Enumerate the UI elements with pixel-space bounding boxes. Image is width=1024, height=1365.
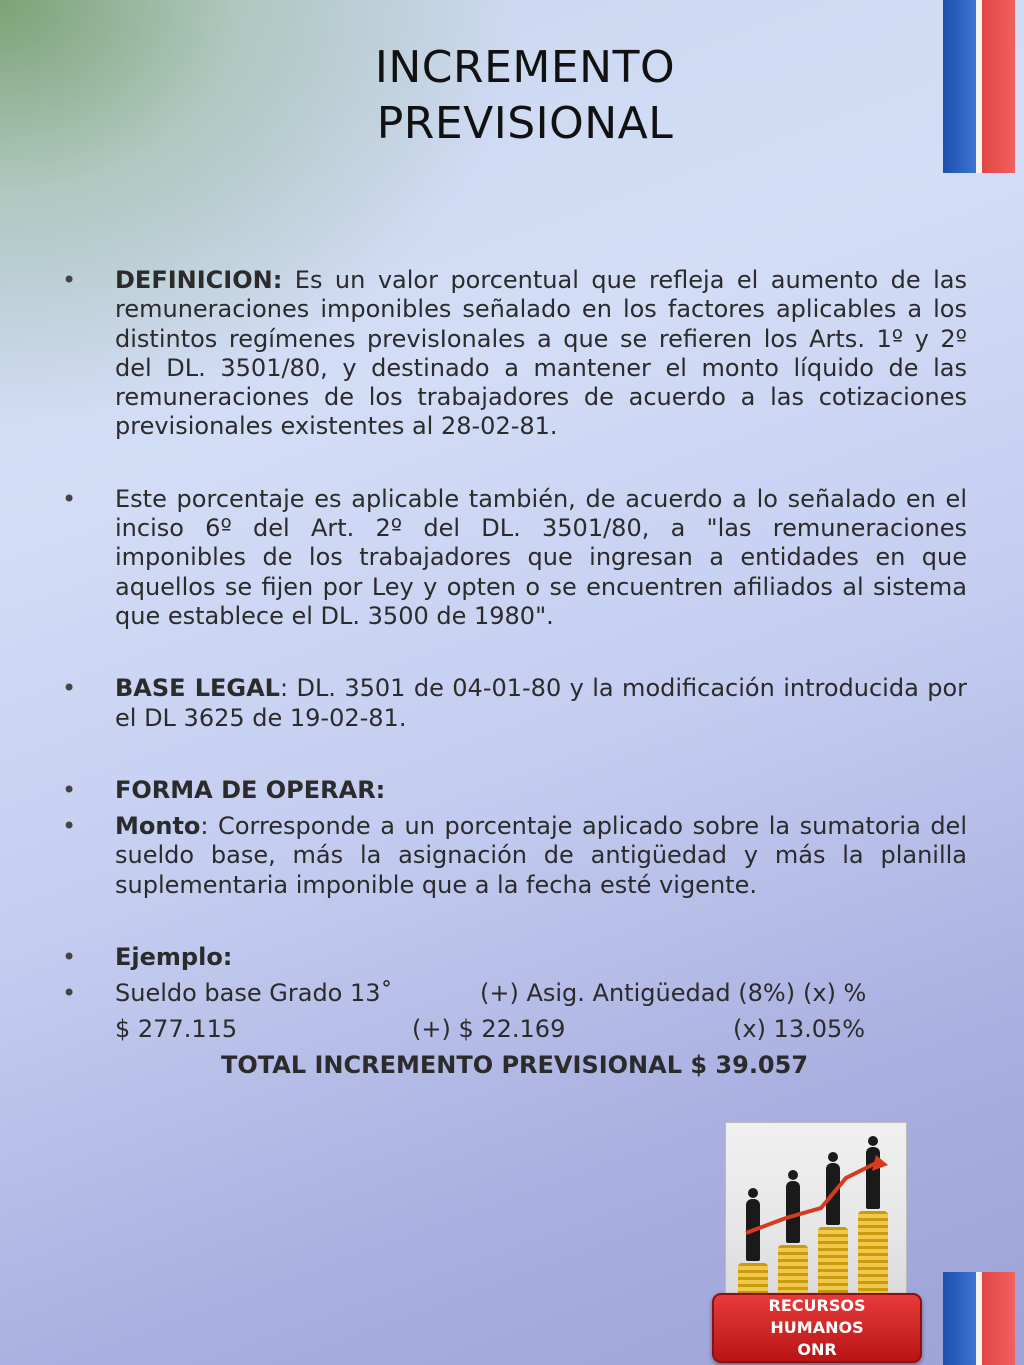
badge-line-2: HUMANOS [770,1318,864,1337]
flag-decoration-top [943,0,1015,173]
base-legal-text: : DL. 3501 de 04-01-80 y la modificación introducida por el DL 3625 de 19-02-81. [115,674,967,732]
monto-label: Monto [115,812,201,841]
bullet-definicion [62,266,967,442]
example-value-pct: (x) 13.05% [733,1015,866,1044]
definicion-label: DEFINICION: [115,266,283,294]
example-header-row [115,979,967,1015]
monto-text: : Corresponde a un porcentaje aplicado sobre la sumatoria del sueldo base, más la asignación de antigüedad y más la planilla suplementaria imponible que a la fecha esté vigente. [115,812,967,899]
badge-line-3: ONR [797,1340,837,1359]
example-value-sueldo: $ 277.115 [115,1015,238,1044]
bullet-example-header [62,979,967,1015]
example-header-sueldo: • Sueldo base Grado 13˚ [115,979,393,1008]
bullet-ejemplo [62,943,967,972]
badge-line-1: RECURSOS [768,1296,866,1315]
example-value-asig: (+) $ 22.169 [412,1015,566,1044]
bullet-forma-de-operar [62,776,967,805]
bullet-monto [62,812,967,900]
page-title [300,40,750,152]
growth-arrow-icon [726,1123,906,1303]
base-legal-label: BASE LEGAL [115,674,280,703]
title-line-2: PREVISIONAL [376,98,674,149]
porcentaje-text: Este porcentaje es aplicable también, de acuerdo a lo señalado en el inciso 6º del Art. 2º del DL. 3501/80, a "las remuneraciones imponibles de los trabajadores que ingresan a entidades en que aquellos se fijen por Ley y opten o se encuentren afiliados al sistema que establece el DL. 3500 de 1980". [115,484,967,630]
slide-content [62,266,967,1087]
example-values-row [115,1015,967,1051]
recursos-humanos-badge [712,1293,922,1363]
bullet-porcentaje [62,485,967,631]
coins-businessmen-image [725,1122,907,1304]
flag-decoration-bottom [943,1272,1015,1365]
ejemplo-label: Ejemplo: [115,943,233,972]
example-total: TOTAL INCREMENTO PREVISIONAL $ 39.057 [220,1051,809,1080]
example-header-asig: (+) Asig. Antigüedad (8%) [480,979,796,1008]
bullet-base-legal [62,674,967,733]
forma-label: FORMA DE OPERAR: [115,775,386,804]
example-header-pct: (x) % [803,979,867,1008]
definicion-text: Es un valor porcentual que refleja el aumento de las remuneraciones imponibles señalado en los factores aplicables a los distintos regímenes previsIonales a que se refieren los Arts. 1º y 2º del DL. 3501/80, y destinado a mantener el monto líquido de las remuneraciones de los trabajadores de acuerdo a las cotizaciones previsionales existentes al 28-02-81. [115,266,967,441]
title-line-1: INCREMENTO [374,42,676,93]
